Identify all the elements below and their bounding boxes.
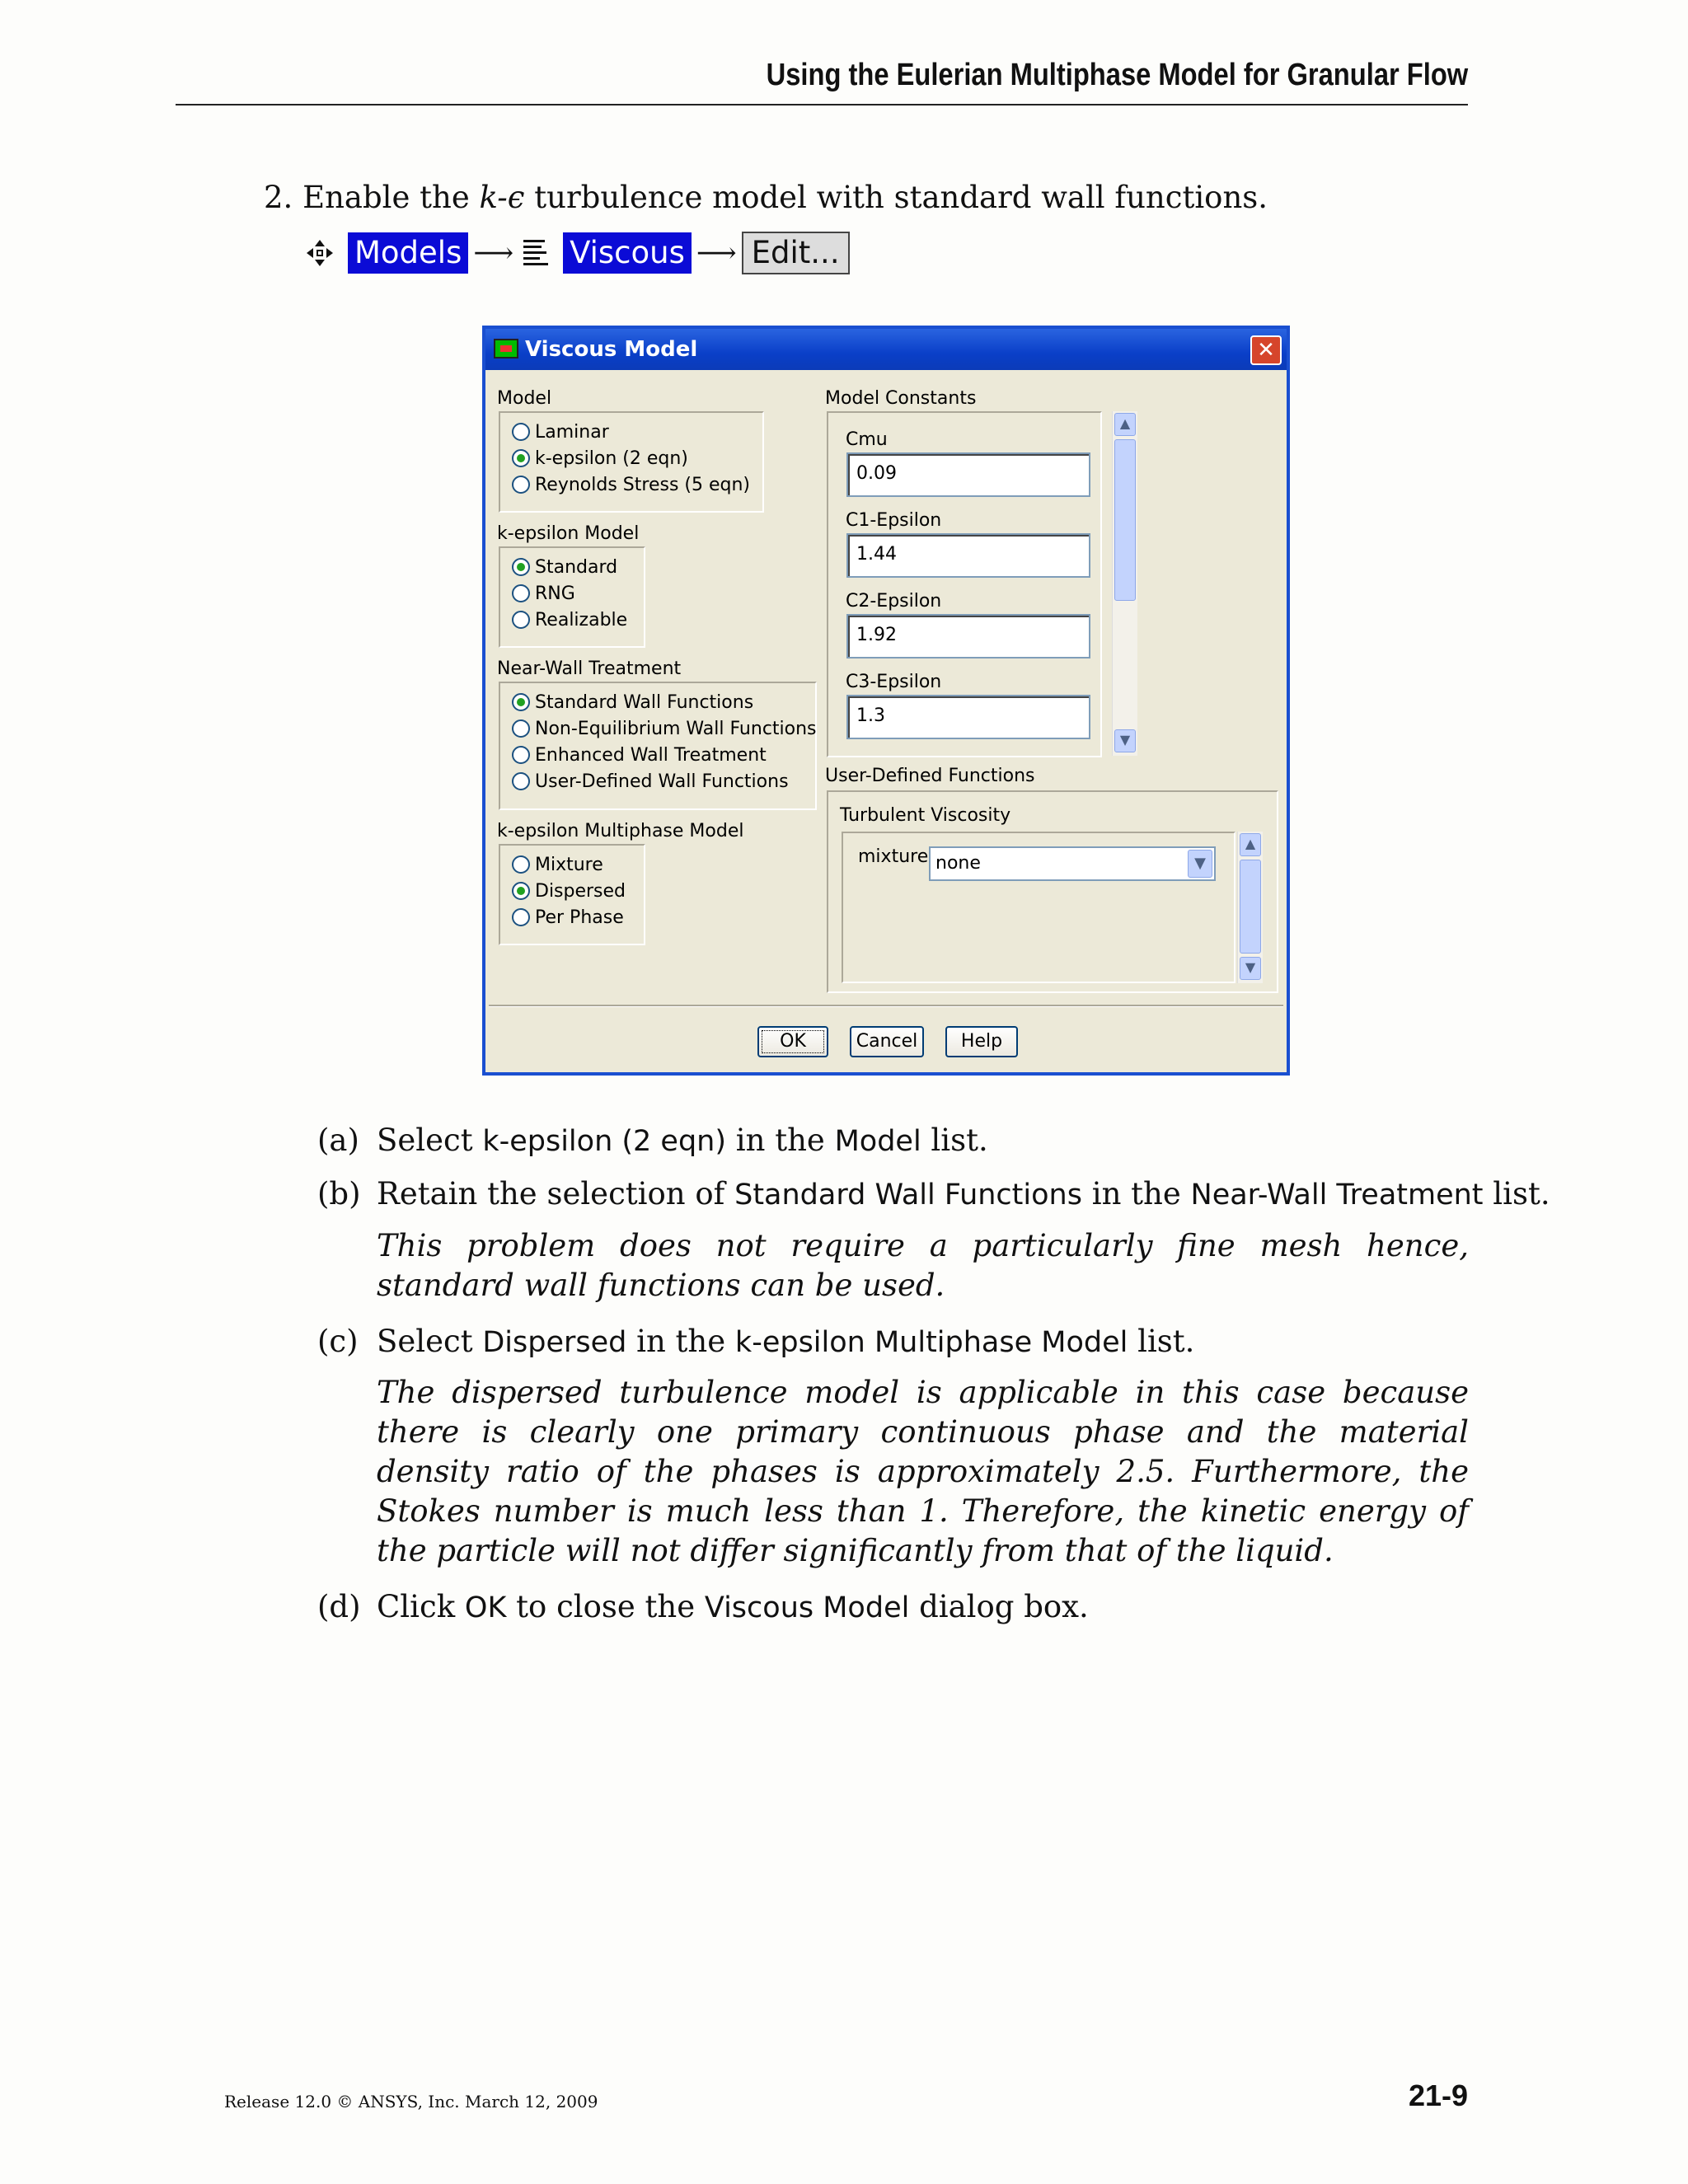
- item-label: (b): [317, 1176, 361, 1212]
- radio-label: Per Phase: [535, 907, 624, 928]
- scroll-down-icon[interactable]: ▼: [1114, 729, 1136, 752]
- text: in the: [726, 1122, 835, 1158]
- text: Click: [377, 1589, 465, 1624]
- radio-label: Standard Wall Functions: [535, 691, 754, 713]
- page-number: 21-9: [1408, 2079, 1468, 2112]
- radio-label: Laminar: [535, 421, 609, 443]
- model-constants-label: Model Constants: [825, 388, 977, 409]
- keyword: Dispersed: [482, 1326, 627, 1359]
- list-lines-icon: [522, 238, 551, 268]
- constant-label-c2-epsilon: C2-Epsilon: [846, 591, 942, 612]
- constants-scrollbar[interactable]: [1112, 411, 1137, 756]
- radio-dispersed[interactable]: [512, 879, 626, 903]
- radio-button[interactable]: [512, 584, 530, 602]
- radio-per-phase[interactable]: [512, 905, 624, 930]
- c3-epsilon-input[interactable]: 1.3: [846, 695, 1090, 739]
- radio-realizable[interactable]: [512, 607, 627, 632]
- mixture-label: mixture: [858, 846, 929, 867]
- navigation-path: [305, 231, 850, 275]
- keyword: OK: [464, 1591, 507, 1624]
- instruction-b: [317, 1176, 1550, 1212]
- keyword: Model: [834, 1125, 921, 1158]
- radio-user-defined-wall[interactable]: [512, 769, 789, 794]
- instruction-d: [317, 1589, 1089, 1624]
- text: dialog box.: [909, 1589, 1089, 1624]
- keyword: Near-Wall Treatment: [1190, 1179, 1484, 1212]
- radio-label: Enhanced Wall Treatment: [535, 744, 767, 766]
- udf-scrollbar[interactable]: [1237, 832, 1263, 983]
- text: Retain the selection of: [377, 1176, 735, 1212]
- move-cross-icon: [305, 238, 335, 268]
- text: Select: [377, 1324, 483, 1359]
- text: Select: [377, 1122, 483, 1158]
- note-c: The dispersed turbulence model is applicable in this case because there is clearly one primary continuous phase and the material density ratio of the phases is approximately 2.5. Furthermore, the Stokes number is much less than 1. Therefore, the kinetic energy of the particle will not differ significantly from that of the liquid.: [377, 1375, 1469, 1568]
- radio-button[interactable]: [512, 476, 530, 494]
- radio-button[interactable]: [512, 611, 530, 629]
- text: to close the: [506, 1589, 705, 1624]
- viscous-model-dialog: [482, 326, 1290, 1076]
- c2-epsilon-input[interactable]: 1.92: [846, 614, 1090, 658]
- button-divider: [489, 1005, 1283, 1007]
- header-title: Using the Eulerian Multiphase Model for Granular Flow: [766, 58, 1468, 92]
- radio-button-selected[interactable]: [512, 449, 530, 467]
- radio-label: Reynolds Stress (5 eqn): [535, 474, 750, 495]
- app-icon: [494, 339, 518, 359]
- dialog-title: Viscous Model: [525, 337, 698, 362]
- chevron-down-icon[interactable]: ▼: [1188, 850, 1212, 878]
- item-label: (c): [317, 1324, 359, 1359]
- note-b: This problem does not require a particularly fine mesh hence, standard wall functions can be used.: [377, 1228, 1469, 1303]
- radio-k-epsilon[interactable]: [512, 446, 688, 471]
- close-icon[interactable]: ✕: [1250, 335, 1282, 365]
- step-text-after: turbulence model with standard wall functions.: [524, 180, 1268, 215]
- radio-label: Dispersed: [535, 880, 626, 902]
- item-label: (d): [317, 1589, 361, 1624]
- radio-laminar[interactable]: [512, 419, 609, 444]
- keyword: k-epsilon (2 eqn): [482, 1125, 727, 1158]
- radio-button-selected[interactable]: [512, 558, 530, 576]
- mixture-select-value: none: [935, 853, 981, 874]
- text: list.: [1483, 1176, 1550, 1212]
- radio-label: RNG: [535, 583, 575, 604]
- page-header: [176, 58, 1468, 105]
- keyword: Viscous Model: [704, 1591, 910, 1624]
- mixture-select[interactable]: [929, 846, 1216, 881]
- scroll-thumb[interactable]: [1240, 860, 1261, 954]
- radio-button[interactable]: [512, 423, 530, 441]
- cancel-button[interactable]: Cancel: [850, 1026, 924, 1057]
- nav-arrow: ⟶: [696, 237, 737, 269]
- udf-label: User-Defined Functions: [825, 766, 1035, 786]
- radio-reynolds-stress[interactable]: [512, 472, 750, 497]
- help-button[interactable]: Help: [945, 1026, 1018, 1057]
- cmu-input[interactable]: 0.09: [846, 452, 1090, 497]
- keyword: Standard Wall Functions: [734, 1179, 1082, 1212]
- radio-label: Realizable: [535, 609, 628, 630]
- ke-model-group-label: k-epsilon Model: [497, 523, 640, 544]
- ok-button[interactable]: OK: [757, 1026, 828, 1057]
- scroll-thumb[interactable]: [1114, 439, 1136, 601]
- radio-button[interactable]: [512, 908, 530, 926]
- radio-button[interactable]: [512, 772, 530, 790]
- scroll-down-icon[interactable]: ▼: [1240, 957, 1261, 980]
- multiphase-group-label: k-epsilon Multiphase Model: [497, 821, 744, 841]
- radio-standard-wall-functions[interactable]: [512, 690, 753, 715]
- radio-standard[interactable]: [512, 555, 617, 579]
- dialog-titlebar[interactable]: [485, 329, 1287, 370]
- radio-mixture[interactable]: [512, 852, 603, 877]
- text: in the: [1081, 1176, 1191, 1212]
- radio-button[interactable]: [512, 746, 530, 764]
- radio-label: k-epsilon (2 eqn): [535, 448, 688, 469]
- instruction-a: [317, 1122, 988, 1158]
- radio-rng[interactable]: [512, 581, 575, 606]
- text: list.: [1128, 1324, 1195, 1359]
- constant-label-cmu: Cmu: [846, 429, 888, 450]
- radio-enhanced-wall[interactable]: [512, 743, 767, 767]
- turbulent-viscosity-label: Turbulent Viscosity: [840, 805, 1011, 826]
- c1-epsilon-input[interactable]: 1.44: [846, 533, 1090, 578]
- footer-release: Release 12.0 © ANSYS, Inc. March 12, 2009: [224, 2092, 598, 2111]
- instruction-c: [317, 1324, 1194, 1359]
- radio-button-selected[interactable]: [512, 882, 530, 900]
- models-link[interactable]: Models: [348, 232, 468, 274]
- edit-button[interactable]: Edit...: [742, 232, 850, 274]
- radio-non-equilibrium[interactable]: [512, 716, 817, 741]
- near-wall-group-label: Near-Wall Treatment: [497, 658, 682, 679]
- constant-label-c1-epsilon: C1-Epsilon: [846, 510, 942, 531]
- scroll-up-icon[interactable]: ▲: [1240, 833, 1261, 856]
- step-text: [264, 180, 1268, 215]
- text: list.: [921, 1122, 988, 1158]
- viscous-link[interactable]: Viscous: [563, 232, 692, 274]
- scroll-up-icon[interactable]: ▲: [1114, 413, 1136, 436]
- radio-button[interactable]: [512, 855, 530, 874]
- radio-label: Non-Equilibrium Wall Functions: [535, 718, 817, 739]
- radio-label: Standard: [535, 556, 618, 578]
- radio-button-selected[interactable]: [512, 693, 530, 711]
- keyword: k-epsilon Multiphase Model: [734, 1326, 1128, 1359]
- step-math: k-ϵ: [479, 180, 525, 215]
- radio-label: User-Defined Wall Functions: [535, 771, 789, 792]
- text: in the: [626, 1324, 735, 1359]
- radio-label: Mixture: [535, 854, 603, 875]
- step-number: 2.: [264, 180, 293, 215]
- model-group-label: Model: [497, 388, 552, 409]
- radio-button[interactable]: [512, 719, 530, 738]
- step-text-before: Enable the: [302, 180, 480, 215]
- item-label: (a): [317, 1122, 359, 1158]
- nav-arrow: ⟶: [473, 237, 514, 269]
- constant-label-c3-epsilon: C3-Epsilon: [846, 672, 942, 692]
